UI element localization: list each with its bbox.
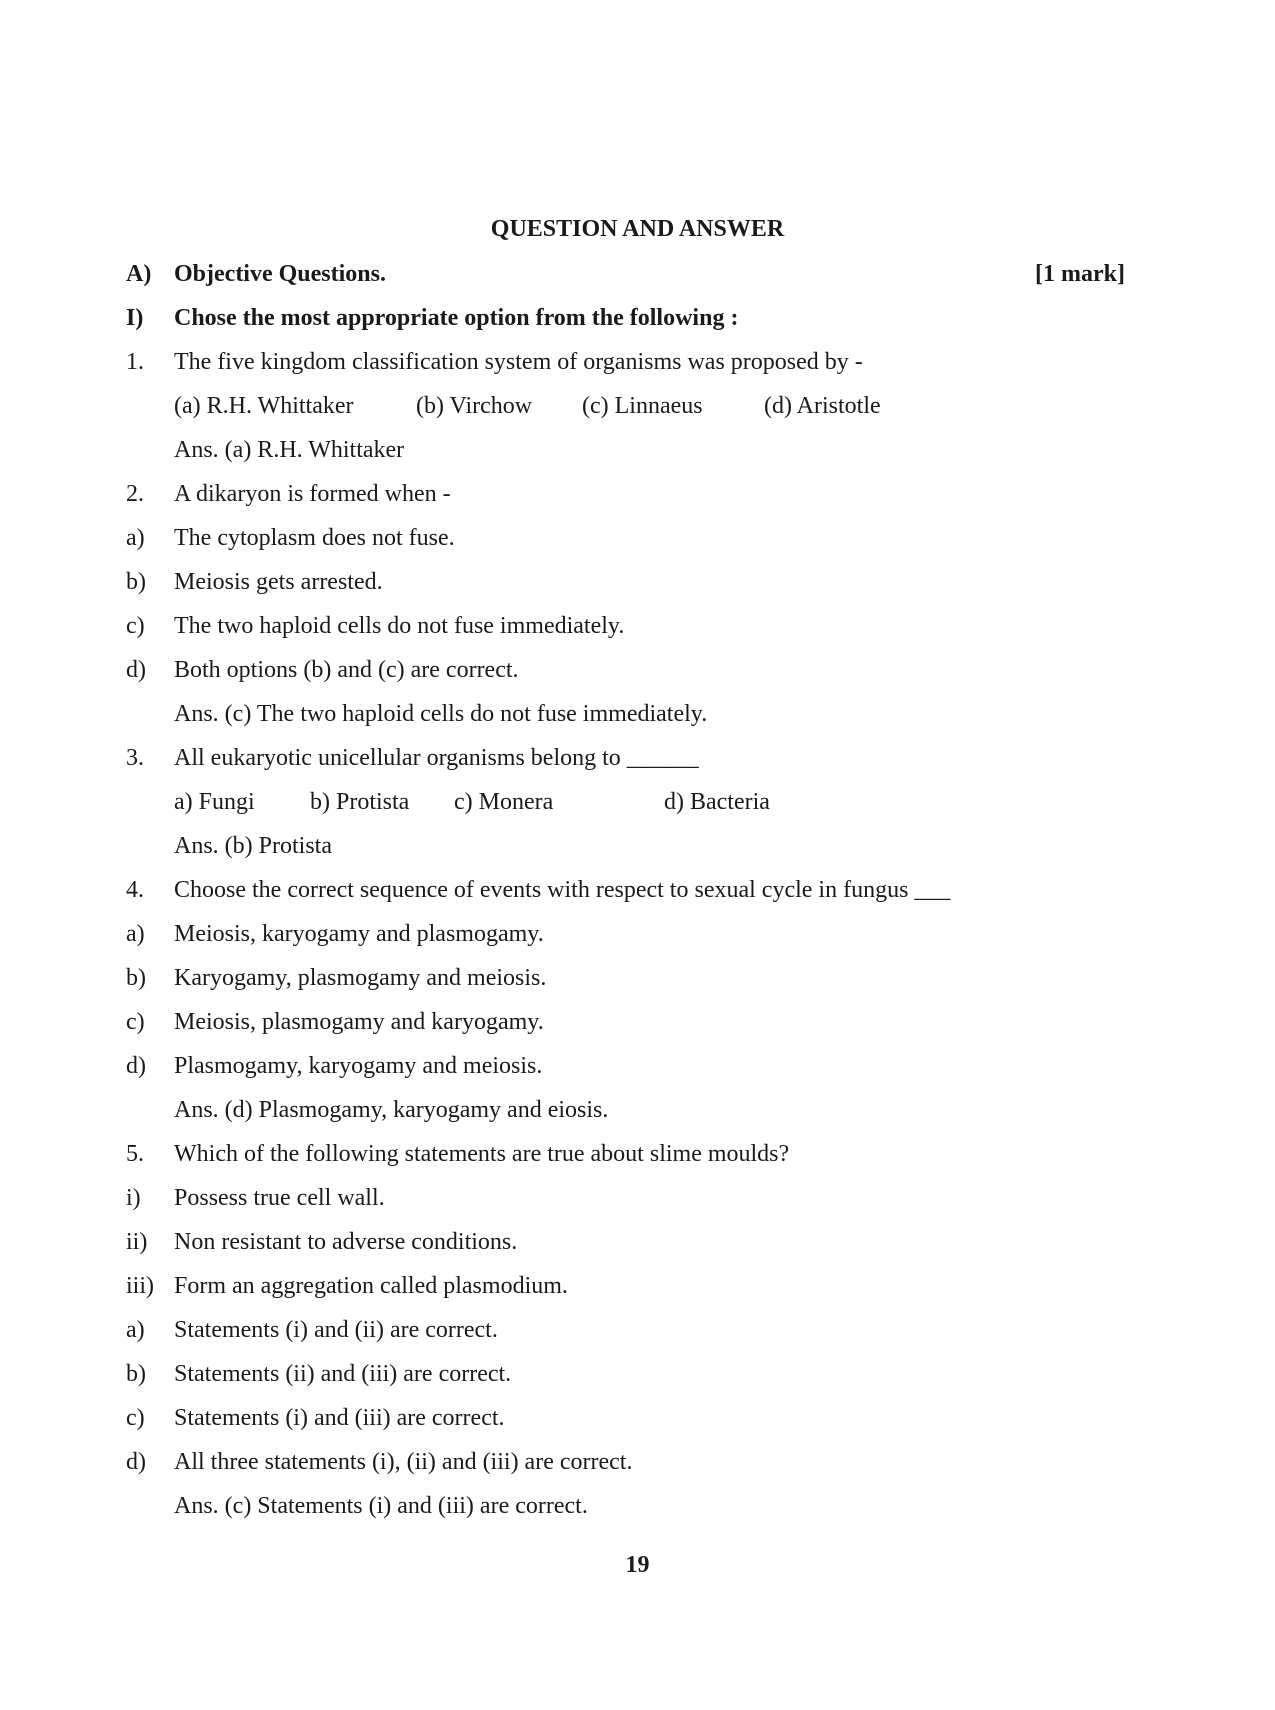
question-4-answer [126,1092,1125,1128]
question-4-option-a [126,916,1125,952]
question-3-option-a: a) Fungi [174,789,255,815]
question-5-option-c [126,1400,1125,1436]
statement-text: Possess true cell wall. [174,1185,385,1211]
question-5-answer [126,1488,1125,1524]
question-2-option-d [126,652,1125,688]
question-2-answer [126,696,1125,732]
option-text: Meiosis, karyogamy and plasmogamy. [174,921,544,947]
page-title: QUESTION AND ANSWER [490,216,785,242]
option-text: Both options (b) and (c) are correct. [174,657,519,683]
question-2-text: A dikaryon is formed when - [174,481,451,507]
question-5-statement-ii [126,1224,1125,1260]
section-a-number: A) [126,261,152,287]
statement-label: iii) [126,1273,154,1299]
section-a-text: Objective Questions. [174,261,386,287]
question-4-option-b [126,960,1125,996]
question-3 [126,740,1125,776]
question-4-option-c [126,1004,1125,1040]
question-5-number: 5. [126,1141,144,1167]
option-label: a) [126,921,145,947]
question-5-text: Which of the following statements are true about slime moulds? [174,1141,790,1167]
section-a-heading [126,256,1125,292]
question-3-option-d: d) Bacteria [664,789,770,815]
statement-text: Non resistant to adverse conditions. [174,1229,518,1255]
option-text: Statements (i) and (iii) are correct. [174,1405,505,1431]
question-4-answer-text: Ans. (d) Plasmogamy, karyogamy and eiosis. [174,1097,609,1123]
question-3-answer [126,828,1125,864]
question-1-answer [126,432,1125,468]
option-text: Statements (i) and (ii) are correct. [174,1317,498,1343]
option-text: The cytoplasm does not fuse. [174,525,455,551]
question-4-number: 4. [126,877,144,903]
option-label: a) [126,1317,145,1343]
question-3-number: 3. [126,745,144,771]
section-i-heading [126,300,1125,336]
question-1-option-b: (b) Virchow [416,393,533,419]
question-1-options [126,388,1125,424]
question-3-options [126,784,1125,820]
section-a-marks: [1 mark] [1035,261,1125,287]
option-text: All three statements (i), (ii) and (iii) are correct. [174,1449,633,1475]
option-label: d) [126,1449,146,1475]
question-5-option-d [126,1444,1125,1480]
option-text: Meiosis gets arrested. [174,569,383,595]
option-label: d) [126,1053,146,1079]
question-5-statement-i [126,1180,1125,1216]
option-text: Karyogamy, plasmogamy and meiosis. [174,965,547,991]
page-number: 19 [625,1552,650,1578]
statement-label: i) [126,1185,141,1211]
question-1 [126,344,1125,380]
question-2 [126,476,1125,512]
option-text: The two haploid cells do not fuse immediately. [174,613,625,639]
section-i-number: I) [126,305,144,331]
option-text: Meiosis, plasmogamy and karyogamy. [174,1009,544,1035]
question-3-text: All eukaryotic unicellular organisms belong to ______ [174,745,699,771]
question-2-answer-text: Ans. (c) The two haploid cells do not fuse immediately. [174,701,708,727]
question-5-option-b [126,1356,1125,1392]
question-2-option-c [126,608,1125,644]
question-3-answer-text: Ans. (b) Protista [174,833,332,859]
option-text: Statements (ii) and (iii) are correct. [174,1361,512,1387]
option-text: Plasmogamy, karyogamy and meiosis. [174,1053,543,1079]
question-1-option-d: (d) Aristotle [764,393,881,419]
statement-text: Form an aggregation called plasmodium. [174,1273,568,1299]
question-1-answer-text: Ans. (a) R.H. Whittaker [174,437,405,463]
question-1-option-a: (a) R.H. Whittaker [174,393,354,419]
question-2-option-b [126,564,1125,600]
option-label: c) [126,1405,145,1431]
question-5-answer-text: Ans. (c) Statements (i) and (iii) are correct. [174,1493,588,1519]
question-1-option-c: (c) Linnaeus [582,393,703,419]
question-5-statement-iii [126,1268,1125,1304]
question-5-option-a [126,1312,1125,1348]
option-label: b) [126,1361,146,1387]
question-2-option-a [126,520,1125,556]
question-2-number: 2. [126,481,144,507]
question-3-option-c: c) Monera [454,789,554,815]
statement-label: ii) [126,1229,148,1255]
question-1-number: 1. [126,349,144,375]
option-label: b) [126,965,146,991]
question-1-text: The five kingdom classification system of organisms was proposed by - [174,349,863,375]
question-5 [126,1136,1125,1172]
option-label: c) [126,1009,145,1035]
option-label: a) [126,525,145,551]
question-3-option-b: b) Protista [310,789,410,815]
option-label: d) [126,657,146,683]
question-4-text: Choose the correct sequence of events with respect to sexual cycle in fungus ___ [174,877,951,903]
question-4-option-d [126,1048,1125,1084]
option-label: b) [126,569,146,595]
section-i-text: Chose the most appropriate option from the following : [174,305,739,331]
option-label: c) [126,613,145,639]
question-4 [126,872,1125,908]
